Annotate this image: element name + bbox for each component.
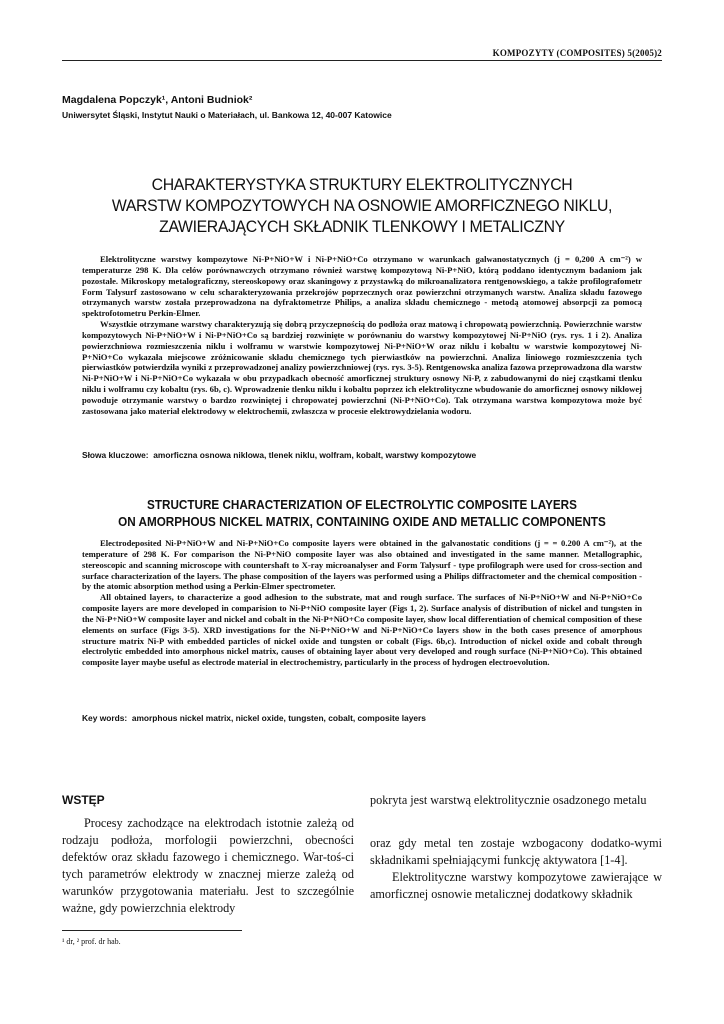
body-left-column bbox=[62, 815, 354, 917]
title-english bbox=[92, 496, 632, 530]
body-right-first-line: pokryta jest warstwą elektrolitycznie osadzonego metalu bbox=[370, 793, 647, 807]
keywords-polish bbox=[82, 450, 642, 460]
keywords-english bbox=[82, 713, 642, 723]
body-right-paragraph-2: Elektrolityczne warstwy kompozytowe zawierające w amorficznej osnowie metalicznej dodatkowy składnik bbox=[370, 870, 662, 901]
title-english-line-2: ON AMORPHOUS NICKEL MATRIX, CONTAINING OXIDE AND METALLIC COMPONENTS bbox=[118, 514, 606, 529]
abstract-polish-paragraph-2: Wszystkie otrzymane warstwy charakteryzują się dobrą przyczepnością do podłoża oraz matową i chropowatą powierzchnią. Powierzchnie warstw kompozytowych Ni-P+NiO+W i Ni-P+NiO+Co są bardziej rozwinięte w porównaniu do warstwy kompozytowej Ni-P+NiO (rys. rys. 1 i 2). Analiza powierzchniowa rozmieszczenia niklu i wolframu w warstwie kompozytowej Ni-P+NiO+W oraz niklu i kobaltu w warstwie kompozytowej Ni-P+NiO+Co wykazała miejscowe zróżnicowanie składu chemicznego tych pierwiastków na powierzchni. Analiza liniowego rozmieszczenia tych pierwiastków potwierdziła wyniki z przeprowadzonej analizy powierzchniowej (rys. rys. 3-5). Rentgenowska analiza fazowa przeprowadzona dla warstw Ni-P+NiO+W i Ni-P+NiO+Co wykazała w obu przypadkach obecność amorficznej struktury osnowy Ni-P, z zabudowanymi do niej cząstkami tlenku niklu i wolframu czy kobaltu (rys. 6b, c). Wprowadzenie tlenku niklu i kobaltu poprzez ich elektrolityczne wbudowanie do amorficznej osnowy niklowej powoduje otrzymanie warstwy o bardzo rozwiniętej i chropowatej powierzchni (Ni-P+NiO+Co). Tak otrzymana warstwa kompozytowa może być zastosowana jako materiał elektrodowy w elektrochemii, zwłaszcza w procesie elektrowydzielania wodoru. bbox=[82, 319, 642, 416]
abstract-english-paragraph-2: All obtained layers, to characterize a good adhesion to the substrate, mat and rough surface. The surfaces of Ni-P+NiO+W and Ni-P+NiO+Co composite layers are more developed in comparision to Ni-P+NiO composite layer (Figs 1, 2). Surface analysis of distribution of nickel and tungsten in the Ni-P+NiO+W composite layer and nickel and cobalt in the Ni-P+NiO+Co composite layer, show local differentiation of chemical composition of these elements on surface (Figs 3-5). XRD investigations for the Ni-P+NiO+W and Ni-P+NiO+Co layers show in the both cases presence of amorphous structure matrix Ni-P with embedded particles of nickel oxide and tungsten or cobalt (Figs. 6b,c). Introduction of nickel oxide and cobalt through electrolytic embedded into amorphous nickel matrix, causes of obtaining layer about very developed and rough surface (Ni-P+NiO+Co). This obtained composite layer maybe useful as electrode material in electrochemistry, particularly in the process of hydrogen electroevolution. bbox=[82, 592, 642, 668]
footnote-rule bbox=[62, 930, 242, 931]
header-rule bbox=[62, 60, 662, 61]
body-left-paragraph-1: Procesy zachodzące na elektrodach istotnie zależą od rodzaju podłoża, morfologii powierzchni, obecności defektów oraz składu fazowego i chemicznego. War-toś-ci tych parametrów elektrody w znacznej mierze zależą od warunków przygotowania materiału. Jest to szczególnie ważne, gdy powierzchnia elektrody bbox=[62, 816, 354, 915]
keywords-polish-text: amorficzna osnowa niklowa, tlenek niklu, wolfram, kobalt, warstwy kompozytowe bbox=[153, 450, 477, 460]
abstract-english bbox=[82, 538, 642, 668]
title-polish bbox=[83, 174, 641, 237]
title-polish-line-1: CHARAKTERYSTYKA STRUKTURY ELEKTROLITYCZNYCH bbox=[151, 175, 573, 194]
footnote: ¹ dr, ² prof. dr hab. bbox=[62, 937, 121, 946]
author-affiliation: Uniwersytet Śląski, Instytut Nauki o Materiałach, ul. Bankowa 12, 40-007 Katowice bbox=[62, 110, 392, 120]
abstract-polish-paragraph-1: Elektrolityczne warstwy kompozytowe Ni-P+NiO+W i Ni-P+NiO+Co otrzymano w warunkach galwanostatycznych (j = 0,200 A cm⁻²) w temperaturze 298 K. Dla celów porównawczych otrzymano również warstwę kompozytową Ni-P+NiO, którą poddano identycznym badaniom jak pozostałe. Mikroskopy metalograficzny, stereoskopowy oraz skaningowy z przystawką do mikroanalizatora rentgenowskiego, a także profilografometr Form Talysurf zastosowano w celu scharakteryzowania przekrojów poprzecznych oraz powierzchni otrzymanych warstw. Analiza składu fazowego otrzymanych warstw została przeprowadzona na dyfraktometrze Philips, a analiza składu chemicznego - metodą atomowej absorpcji za pomocą spektrofotometru Perkin-Elmer. bbox=[82, 254, 642, 319]
title-polish-line-2: WARSTW KOMPOZYTOWYCH NA OSNOWIE AMORFICZNEGO NIKLU, bbox=[111, 196, 613, 215]
journal-header: KOMPOZYTY (COMPOSITES) 5(2005)2 bbox=[492, 48, 662, 58]
abstract-english-paragraph-1: Electrodeposited Ni-P+NiO+W and Ni-P+NiO+Co composite layers were obtained in the galvanostatic conditions (j = = 0.200 A cm⁻²), at the temperature of 298 K. For comparison the Ni-P+NiO composite layer was also obtained and investigated in the same manner. Metallographic, stereoscopic and scanning microscope with countershaft to X-ray microanalyser and Form Talysurf - type profilograph were used for cross-section and surface characterization of the layers. The phase composition of the layers was performed using a Philips diffractometer and the chemical composition - by the atomic absorption method using a Perkin-Elmer spectrometer. bbox=[82, 538, 642, 592]
keywords-english-text: amorphous nickel matrix, nickel oxide, tungsten, cobalt, composite layers bbox=[131, 713, 426, 723]
author-names: Magdalena Popczyk¹, Antoni Budniok² bbox=[62, 94, 253, 106]
title-english-line-1: STRUCTURE CHARACTERIZATION OF ELECTROLYTIC COMPOSITE LAYERS bbox=[147, 497, 577, 512]
keywords-english-label: Key words: bbox=[82, 713, 128, 723]
section-heading-introduction: WSTĘP bbox=[62, 793, 105, 807]
body-right-paragraph-1: oraz gdy metal ten zostaje wzbogacony dodatko-wymi składnikami spełniającymi funkcję aktywatora [1-4]. bbox=[370, 836, 662, 867]
title-polish-line-3: ZAWIERAJĄCYCH SKŁADNIK TLENKOWY I METALICZNY bbox=[159, 217, 565, 236]
keywords-polish-label: Słowa kluczowe: bbox=[82, 450, 149, 460]
body-right-column bbox=[370, 835, 662, 903]
abstract-polish bbox=[82, 254, 642, 417]
